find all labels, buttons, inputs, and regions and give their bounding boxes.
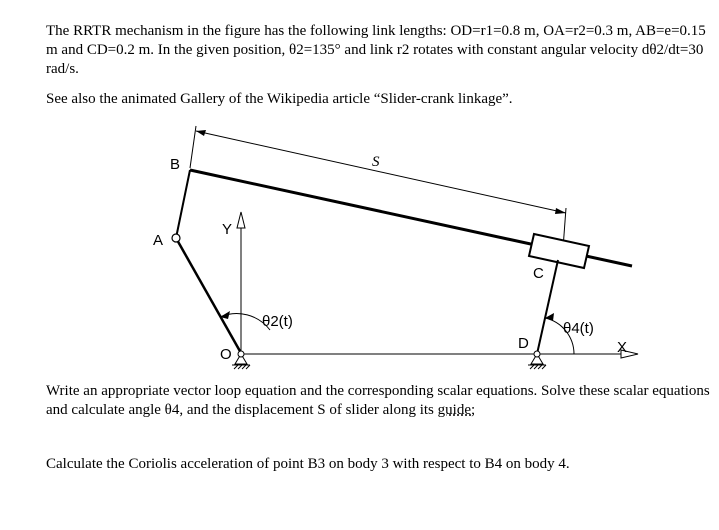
gallery-note-text: See also the animated Gallery of the Wikipedia article “Slider-crank linkage”. [46, 91, 513, 107]
label-x: X [617, 339, 628, 356]
label-c: C [533, 265, 544, 282]
s-arrow-right [555, 208, 566, 214]
task-statement [46, 382, 711, 420]
label-y: Y [222, 221, 233, 238]
s-extension-left [190, 126, 196, 168]
s-arrow-left [196, 130, 206, 136]
coriolis-statement [46, 455, 666, 474]
link-ab [176, 170, 190, 238]
label-d: D [518, 335, 529, 352]
y-axis-arrow [237, 212, 245, 228]
guide-link[interactable]: guide; [437, 402, 476, 418]
slider-block [529, 234, 589, 268]
label-theta4: θ4(t) [563, 320, 594, 337]
label-s: S [372, 154, 380, 170]
problem-intro: The RRTR mechanism in the figure has the following link lengths: OD=r1=0.8 m, OA=r2=0.3 m, AB=e=0.15 m and CD=0.2 m. In the given position, θ2=135° and link r2 rotates with constant angular velocity dθ2/dt=30 rad/s. [46, 23, 706, 77]
s-dimension-line [196, 131, 566, 213]
label-o: O [220, 346, 232, 363]
label-a: A [153, 232, 164, 249]
joint-a [172, 234, 180, 242]
label-theta2: θ2(t) [262, 313, 293, 330]
link-oa [176, 238, 241, 353]
coriolis-text: Calculate the Coriolis acceleration of point B3 on body 3 with respect to B4 on body 4. [46, 456, 570, 472]
label-b: B [170, 156, 181, 173]
task-text: Write an appropriate vector loop equation and the corresponding scalar equations. Solve these scalar equations and calculate angle θ4, and the displacement S of slider along its [46, 383, 710, 418]
